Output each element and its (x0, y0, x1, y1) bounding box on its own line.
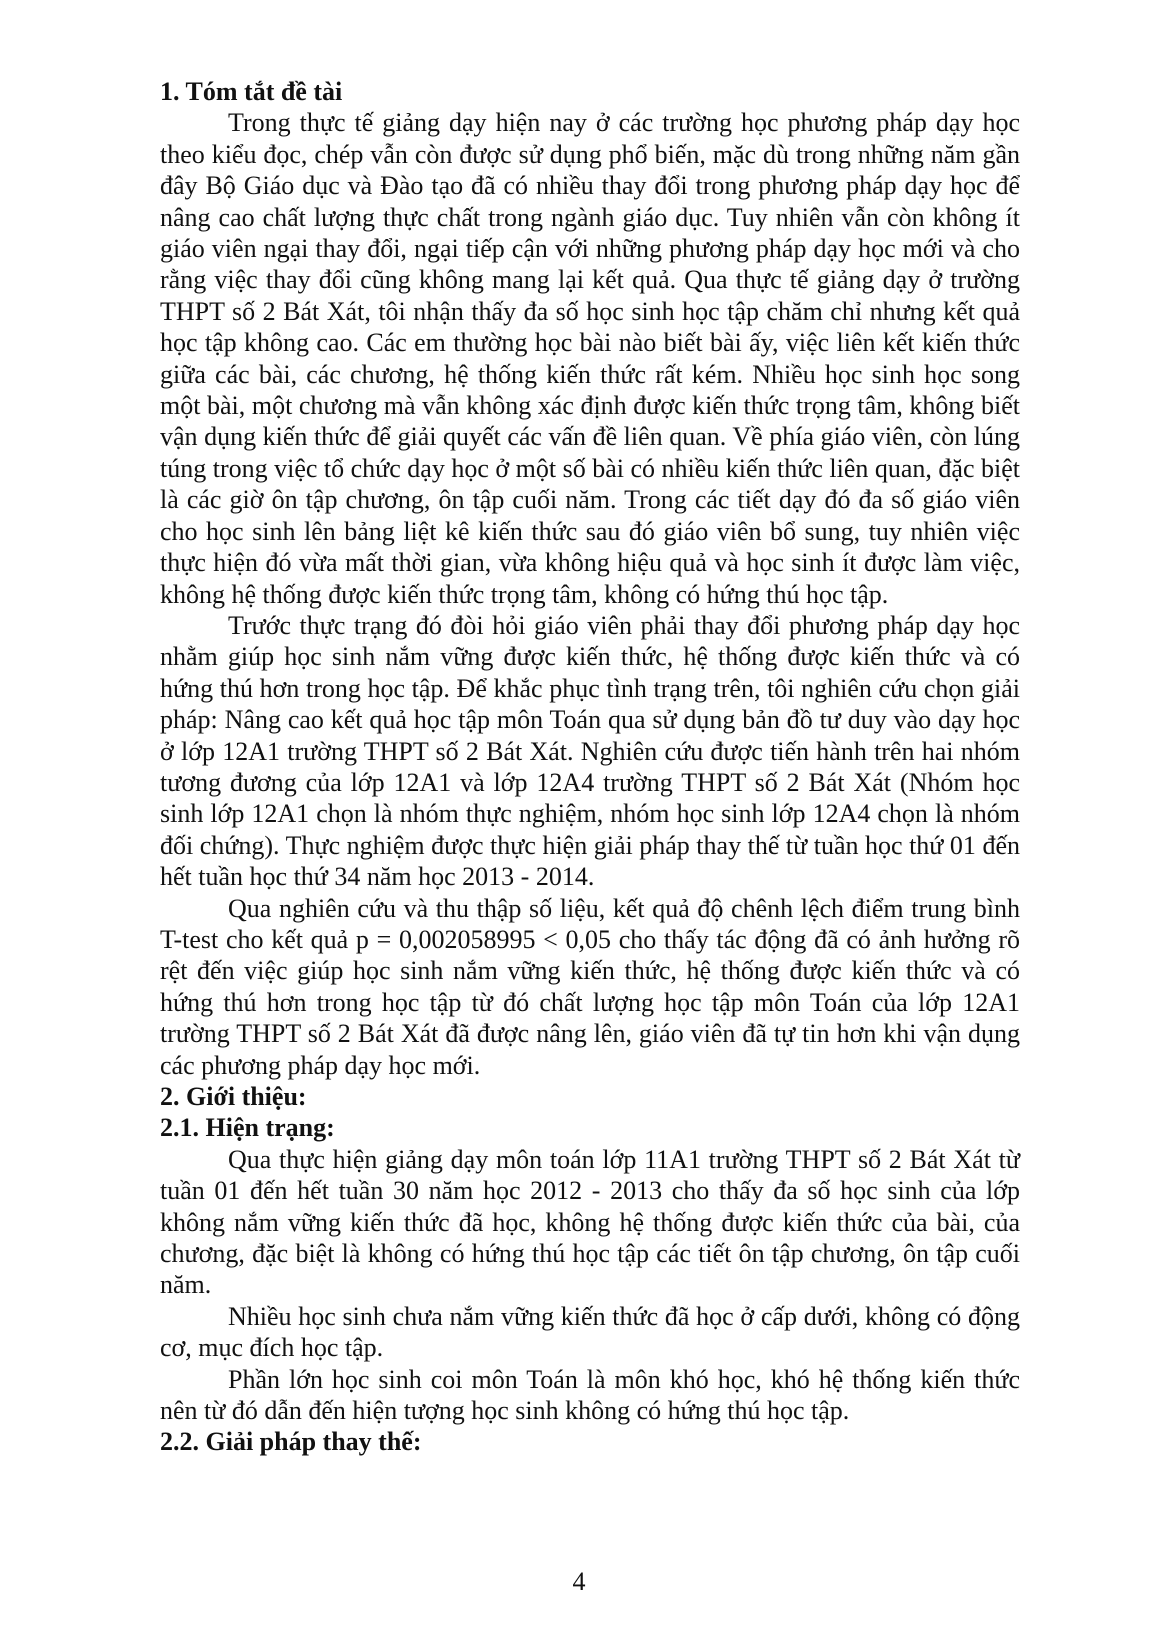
paragraph: Qua nghiên cứu và thu thập số liệu, kết quả độ chênh lệch điểm trung bình T-test cho kết quả p = 0,002058995 < 0,05 cho thấy tác động đã có ảnh hưởng rõ rệt đến việc giúp học sinh nắm vững kiến thức, hệ thống được kiến thức và có hứng thú hơn trong học tập từ đó chất lượng học tập môn Toán của lớp 12A1 trường THPT số 2 Bát Xát đã được nâng lên, giáo viên đã tự tin hơn khi vận dụng các phương pháp dạy học mới. (160, 893, 1020, 1080)
section-heading-introduction: 2. Giới thiệu: (160, 1082, 307, 1111)
paragraph: Trong thực tế giảng dạy hiện nay ở các trường học phương pháp dạy học theo kiểu đọc, chép vẫn còn được sử dụng phổ biến, mặc dù trong những năm gần đây Bộ Giáo dục và Đào tạo đã có nhiều thay đổi trong phương pháp dạy học để nâng cao chất lượng thực chất trong ngành giáo dục. Tuy nhiên vẫn còn không ít giáo viên ngại thay đổi, ngại tiếp cận với những phương pháp dạy học mới và cho rằng việc thay đổi cũng không mang lại kết quả. Qua thực tế giảng dạy ở trường THPT số 2 Bát Xát, tôi nhận thấy đa số học sinh học tập chăm chỉ nhưng kết quả học tập không cao. Các em thường học bài nào biết bài ấy, việc liên kết kiến thức giữa các bài, các chương, hệ thống kiến thức rất kém. Nhiều học sinh học song một bài, một chương mà vẫn không xác định được kiến thức trọng tâm, không biết vận dụng kiến thức để giải quyết các vấn đề liên quan. Về phía giáo viên, còn lúng túng trong việc tổ chức dạy học ở một số bài có nhiều kiến thức liên quan, đặc biệt là các giờ ôn tập chương, ôn tập cuối năm. Trong các tiết dạy đó đa số giáo viên cho học sinh lên bảng liệt kê kiến thức sau đó giáo viên bổ sung, tuy nhiên việc thực hiện đó vừa mất thời gian, vừa không hiệu quả và học sinh ít được làm việc, không hệ thống được kiến thức trọng tâm, không có hứng thú học tập. (160, 108, 1020, 609)
subsection-heading-current-status: 2.1. Hiện trạng: (160, 1113, 335, 1143)
page-number: 4 (572, 1567, 586, 1596)
paragraph: Qua thực hiện giảng dạy môn toán lớp 11A1 trường THPT số 2 Bát Xát từ tuần 01 đến hết tuần 30 năm học 2012 - 2013 cho thấy đa số học sinh của lớp không nắm vững kiến thức đã học, không hệ thống được kiến thức của bài, của chương, đặc biệt là không có hứng thú học tập các tiết ôn tập chương, ôn tập cuối năm. (160, 1144, 1020, 1300)
document-body (160, 76, 1020, 1458)
paragraph: Phần lớn học sinh coi môn Toán là môn khó học, khó hệ thống kiến thức nên từ đó dẫn đến hiện tượng học sinh không có hứng thú học tập. (160, 1364, 1020, 1426)
subsection-heading-alternative-solution: 2.2. Giải pháp thay thế: (160, 1427, 422, 1457)
paragraph: Nhiều học sinh chưa nắm vững kiến thức đã học ở cấp dưới, không có động cơ, mục đích học tập. (160, 1301, 1020, 1363)
paragraph: Trước thực trạng đó đòi hỏi giáo viên phải thay đổi phương pháp dạy học nhằm giúp học sinh nắm vững được kiến thức, hệ thống được kiến thức và có hứng thú hơn trong học tập. Để khắc phục tình trạng trên, tôi nghiên cứu chọn giải pháp: Nâng cao kết quả học tập môn Toán qua sử dụng bản đồ tư duy vào dạy học ở lớp 12A1 trường THPT số 2 Bát Xát. Nghiên cứu được tiến hành trên hai nhóm tương đương của lớp 12A1 và lớp 12A4 trường THPT số 2 Bát Xát (Nhóm học sinh lớp 12A1 chọn là nhóm thực nghiệm, nhóm học sinh lớp 12A4 chọn là nhóm đối chứng). Thực nghiệm được thực hiện giải pháp thay thế từ tuần học thứ 01 đến hết tuần học thứ 34 năm học 2013 - 2014. (160, 610, 1020, 892)
section-heading-summary: 1. Tóm tắt đề tài (160, 77, 343, 106)
